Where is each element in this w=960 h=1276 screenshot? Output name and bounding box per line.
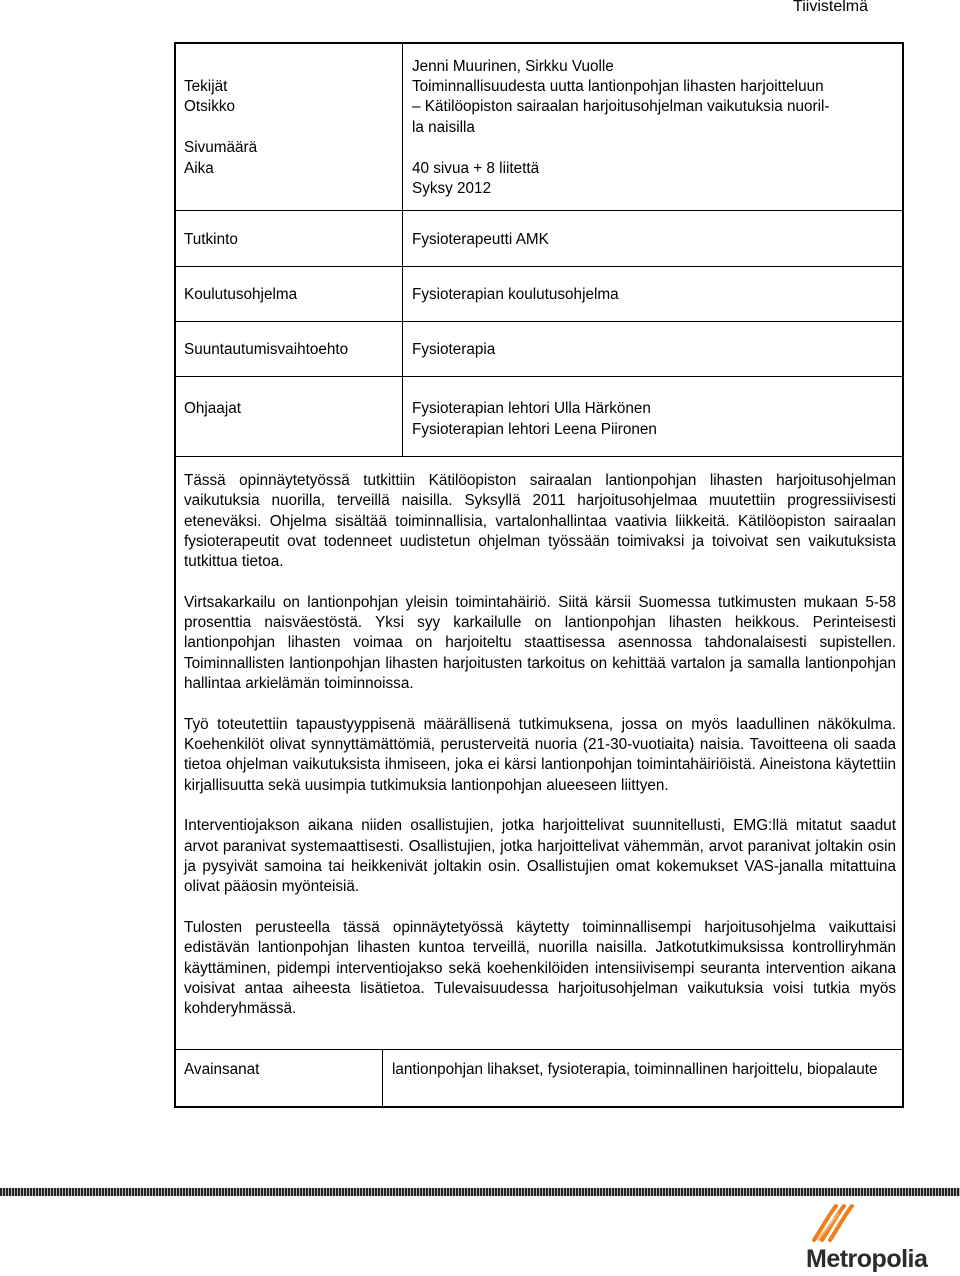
value-specialization: Fysioterapia	[412, 341, 496, 358]
footer-bar	[0, 1188, 960, 1196]
row-divider	[176, 321, 902, 322]
value-program: Fysioterapian koulutusohjelma	[412, 286, 619, 303]
value-authors: Jenni Muurinen, Sirkku Vuolle	[412, 58, 614, 75]
metropolia-logo-text: Metropolia	[806, 1245, 928, 1273]
value-time: Syksy 2012	[412, 180, 492, 197]
value-supervisor: Fysioterapian lehtori Leena Piironen	[412, 421, 657, 438]
label-degree: Tutkinto	[184, 231, 238, 248]
value-pages: 40 sivua + 8 liitettä	[412, 160, 540, 177]
page-header-title: Tiivistelmä	[793, 0, 868, 15]
label-specialization: Suuntautumisvaihtoehto	[184, 341, 349, 358]
label-time: Aika	[184, 160, 214, 177]
value-title-line: Toiminnallisuudesta uutta lantionpohjan lihasten harjoitteluun	[412, 78, 824, 95]
label-program: Koulutusohjelma	[184, 286, 298, 303]
abstract-paragraph: Työ toteutettiin tapaustyyppisenä määrällisenä tutkimuksena, jossa on myös laadullinen näkökulma. Koehenkilöt olivat synnyttämättömiä, perusterveitä nuoria (21-30-vuotiaita) naisia. Tavoitteena oli saada tietoa ohjelman vaikutuksista ihmiseen, joka ei kärsi lantionpohjan toimintahäiriöistä. Aineistona käytettiin kirjallisuutta sekä uusimpia tutkimuksia lantionpohjan alueeseen liittyen.	[184, 715, 896, 794]
value-title-line: la naisilla	[412, 119, 475, 136]
row-divider	[176, 376, 902, 377]
column-divider	[382, 1049, 383, 1106]
row-divider	[176, 210, 902, 211]
abstract-body	[184, 471, 896, 1040]
row-divider	[176, 456, 902, 457]
label-supervisors: Ohjaajat	[184, 400, 241, 417]
label-pages: Sivumäärä	[184, 139, 258, 156]
row-divider	[176, 1049, 902, 1050]
label-authors: Tekijät	[184, 78, 228, 95]
abstract-paragraph: Virtsakarkailu on lantionpohjan yleisin toimintahäiriö. Siitä kärsii Suomessa tutkimusten mukaan 5-58 prosenttia naisväestöstä. Yksi syy karkailulle on lantionpohjan lihasten heikkous. Perinteisesti lantionpohjan lihasten voimaa on harjoiteltu staattisessa asennossa tahdonalaisesti supistellen. Toiminnallisten lantionpohjan lihasten harjoitusten tarkoitus on kehittää vartalon ja samalla lantionpohjan hallintaa arkielämän toiminnoissa.	[184, 593, 896, 693]
column-divider	[402, 44, 403, 456]
value-keywords: lantionpohjan lihakset, fysioterapia, toiminnallinen harjoittelu, biopalaute	[392, 1061, 878, 1078]
value-degree: Fysioterapeutti AMK	[412, 231, 549, 248]
value-supervisor: Fysioterapian lehtori Ulla Härkönen	[412, 400, 651, 417]
abstract-paragraph: Tässä opinnäytetyössä tutkittiin Kätilöopiston sairaalan lantionpohjan lihasten harjoitusohjelman vaikutuksia nuorilla, terveillä naisilla. Syksyllä 2011 harjoitusohjelmaa muutettiin progressiivisesti eteneväksi. Ohjelma sisältää toiminnallisia, vartalonhallintaa vaativia liikkeitä. Kätilöopiston sairaalan fysioterapeutit ovat todenneet uudistetun ohjelman työssään toimivaksi ja toivoivat sen vaikutuksista tutkittua tietoa.	[184, 472, 896, 571]
value-title-line: – Kätilöopiston sairaalan harjoitusohjelman vaikutuksia nuoril-	[412, 98, 830, 115]
abstract-paragraph: Tulosten perusteella tässä opinnäytetyössä käytetty toiminnallisempi harjoitusohjelma vaikuttaisi edistävän lantionpohjan lihasten kuntoa terveillä, nuorilla naisilla. Jatkotutkimuksissa kontrolliryhmän käyttäminen, pidempi interventiojakso sekä koehenkilöiden intensiivisempi seuranta intervention aikana voisivat antaa aiheesta lisätietoa. Tulevaisuudessa harjoitusohjelman vaikutuksia voisi tutkia myös kohderyhmässä.	[184, 918, 896, 1018]
abstract-form	[174, 42, 904, 1108]
label-title: Otsikko	[184, 98, 235, 115]
label-keywords: Avainsanat	[184, 1061, 260, 1078]
abstract-paragraph: Interventiojakson aikana niiden osallistujien, jotka harjoittelivat suunnitellusti, EMG:llä mitatut saadut arvot paranivat systemaattisesti. Osallistujien, jotka harjoittelivat vähemmän, arvot paranivat joltakin osin ja pysyivät samoina tai heikkenivät joltakin osin. Osallistujien omat kokemukset VAS-janalla mitattuina olivat pääosin myönteisiä.	[184, 817, 896, 896]
row-divider	[176, 266, 902, 267]
